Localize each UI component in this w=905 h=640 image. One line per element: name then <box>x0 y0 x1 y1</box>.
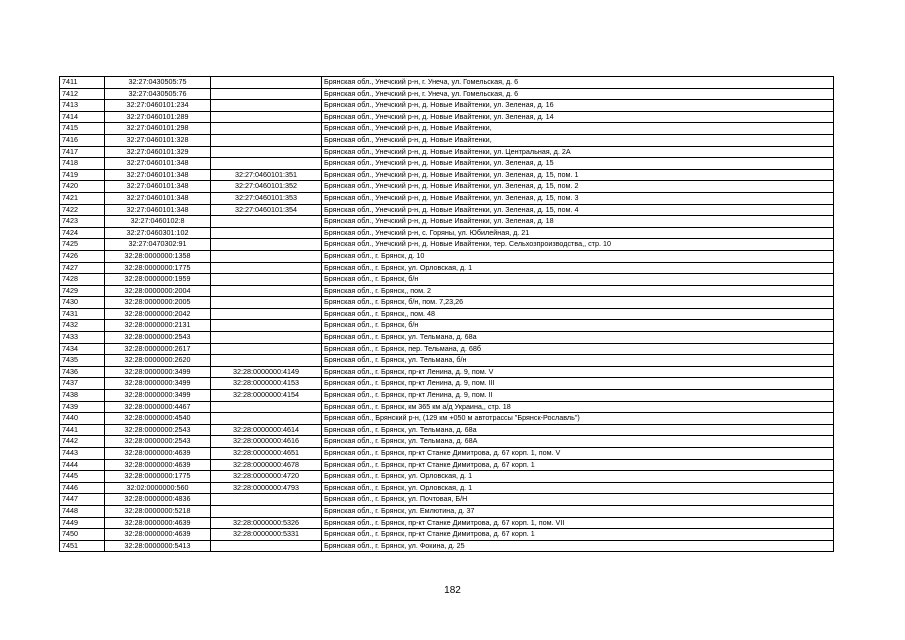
cadastral-number-cell: 32:28:0000000:4639 <box>105 448 211 460</box>
cadastral-number-cell: 32:28:0000000:2131 <box>105 320 211 332</box>
related-cadastral-number-cell <box>211 401 322 413</box>
row-number-cell: 7431 <box>60 308 105 320</box>
row-number-cell: 7417 <box>60 146 105 158</box>
cadastral-number-cell: 32:27:0460101:348 <box>105 204 211 216</box>
row-number-cell: 7414 <box>60 111 105 123</box>
related-cadastral-number-cell <box>211 250 322 262</box>
related-cadastral-number-cell <box>211 111 322 123</box>
address-cell: Брянская обл., г. Брянск,, пом. 48 <box>322 308 834 320</box>
row-number-cell: 7429 <box>60 285 105 297</box>
table-row <box>60 378 834 390</box>
address-cell: Брянская обл., г. Брянск, б/н, пом. 7,23,26 <box>322 297 834 309</box>
related-cadastral-number-cell: 32:27:0460101:353 <box>211 192 322 204</box>
cadastral-number-cell: 32:27:0460101:329 <box>105 146 211 158</box>
address-cell: Брянская обл., г. Брянск, б/н <box>322 320 834 332</box>
cadastral-number-cell: 32:28:0000000:4540 <box>105 413 211 425</box>
table-row <box>60 274 834 286</box>
table-row <box>60 505 834 517</box>
cadastral-number-cell: 32:27:0460101:348 <box>105 158 211 170</box>
row-number-cell: 7445 <box>60 471 105 483</box>
table-row <box>60 540 834 552</box>
row-number-cell: 7444 <box>60 459 105 471</box>
row-number-cell: 7416 <box>60 134 105 146</box>
row-number-cell: 7425 <box>60 239 105 251</box>
address-cell: Брянская обл., г. Брянск, ул. Емлютина, д. 37 <box>322 505 834 517</box>
related-cadastral-number-cell <box>211 274 322 286</box>
cadastral-number-cell: 32:28:0000000:2617 <box>105 343 211 355</box>
cadastral-number-cell: 32:28:0000000:2005 <box>105 297 211 309</box>
row-number-cell: 7426 <box>60 250 105 262</box>
related-cadastral-number-cell: 32:28:0000000:4614 <box>211 424 322 436</box>
address-cell: Брянская обл., г. Брянск, пр-кт Станке Димитрова, д. 67 корп. 1, пом. V <box>322 448 834 460</box>
table-row <box>60 297 834 309</box>
table-row <box>60 158 834 170</box>
row-number-cell: 7447 <box>60 494 105 506</box>
related-cadastral-number-cell <box>211 77 322 89</box>
row-number-cell: 7420 <box>60 181 105 193</box>
cadastral-number-cell: 32:27:0460101:328 <box>105 134 211 146</box>
address-cell: Брянская обл., г. Брянск, ул. Почтовая, Б/Н <box>322 494 834 506</box>
cadastral-number-cell: 32:27:0430505:76 <box>105 88 211 100</box>
cadastral-number-cell: 32:28:0000000:1775 <box>105 471 211 483</box>
address-cell: Брянская обл., г. Брянск, пр-кт Станке Димитрова, д. 67 корп. 1, пом. VII <box>322 517 834 529</box>
table-row <box>60 436 834 448</box>
row-number-cell: 7433 <box>60 332 105 344</box>
address-cell: Брянская обл., г. Брянск, д. 10 <box>322 250 834 262</box>
address-cell: Брянская обл., Унечский р-н, д. Новые Ивайтенки, <box>322 134 834 146</box>
row-number-cell: 7448 <box>60 505 105 517</box>
related-cadastral-number-cell <box>211 88 322 100</box>
related-cadastral-number-cell <box>211 413 322 425</box>
row-number-cell: 7427 <box>60 262 105 274</box>
address-cell: Брянская обл., г. Брянск, ул. Орловская, д. 1 <box>322 262 834 274</box>
related-cadastral-number-cell: 32:28:0000000:5326 <box>211 517 322 529</box>
table-row <box>60 320 834 332</box>
row-number-cell: 7413 <box>60 100 105 112</box>
table-row <box>60 413 834 425</box>
address-cell: Брянская обл., г. Брянск, пр-кт Ленина, д. 9, пом. II <box>322 390 834 402</box>
table-row <box>60 111 834 123</box>
table-row <box>60 146 834 158</box>
table-row <box>60 88 834 100</box>
related-cadastral-number-cell <box>211 320 322 332</box>
row-number-cell: 7419 <box>60 169 105 181</box>
cadastral-number-cell: 32:27:0460101:348 <box>105 169 211 181</box>
cadastral-number-cell: 32:28:0000000:3499 <box>105 366 211 378</box>
cadastral-number-cell: 32:02:0000000:560 <box>105 482 211 494</box>
cadastral-number-cell: 32:28:0000000:4639 <box>105 529 211 541</box>
related-cadastral-number-cell: 32:27:0460101:351 <box>211 169 322 181</box>
cadastral-number-cell: 32:28:0000000:2543 <box>105 424 211 436</box>
related-cadastral-number-cell: 32:28:0000000:4153 <box>211 378 322 390</box>
row-number-cell: 7418 <box>60 158 105 170</box>
address-cell: Брянская обл., г. Брянск, ул. Тельмана, д. 68А <box>322 436 834 448</box>
table-row <box>60 390 834 402</box>
cadastral-number-cell: 32:28:0000000:2042 <box>105 308 211 320</box>
address-cell: Брянская обл., Брянский р-н, (129 км +050 м автотрассы "Брянск-Рославль") <box>322 413 834 425</box>
related-cadastral-number-cell <box>211 343 322 355</box>
related-cadastral-number-cell: 32:28:0000000:4651 <box>211 448 322 460</box>
table-row <box>60 471 834 483</box>
related-cadastral-number-cell <box>211 216 322 228</box>
address-cell: Брянская обл., Унечский р-н, г. Унеча, ул. Гомельская, д. 6 <box>322 77 834 89</box>
table-row <box>60 424 834 436</box>
address-cell: Брянская обл., г. Брянск, ул. Орловская, д. 1 <box>322 471 834 483</box>
table-row <box>60 308 834 320</box>
table-row <box>60 332 834 344</box>
table-row <box>60 169 834 181</box>
cadastral-number-cell: 32:28:0000000:5413 <box>105 540 211 552</box>
table-row <box>60 100 834 112</box>
address-cell: Брянская обл., Унечский р-н, д. Новые Ивайтенки, ул. Зеленая, д. 15, пом. 3 <box>322 192 834 204</box>
address-cell: Брянская обл., Унечский р-н, д. Новые Ивайтенки, ул. Центральная, д. 2А <box>322 146 834 158</box>
row-number-cell: 7421 <box>60 192 105 204</box>
related-cadastral-number-cell <box>211 262 322 274</box>
table-row <box>60 343 834 355</box>
row-number-cell: 7411 <box>60 77 105 89</box>
row-number-cell: 7443 <box>60 448 105 460</box>
table-row <box>60 401 834 413</box>
table-row <box>60 134 834 146</box>
related-cadastral-number-cell <box>211 134 322 146</box>
address-cell: Брянская обл., Унечский р-н, д. Новые Ивайтенки, ул. Зеленая, д. 15 <box>322 158 834 170</box>
table-row <box>60 77 834 89</box>
table-row <box>60 529 834 541</box>
table-row <box>60 482 834 494</box>
address-cell: Брянская обл., г. Брянск, км 365 км а/д Украина,, стр. 18 <box>322 401 834 413</box>
cadastral-number-cell: 32:27:0460101:234 <box>105 100 211 112</box>
table-row <box>60 459 834 471</box>
row-number-cell: 7428 <box>60 274 105 286</box>
table-row <box>60 192 834 204</box>
address-cell: Брянская обл., г. Брянск, пр-кт Станке Димитрова, д. 67 корп. 1 <box>322 459 834 471</box>
cadastral-number-cell: 32:27:0460102:8 <box>105 216 211 228</box>
related-cadastral-number-cell <box>211 123 322 135</box>
cadastral-number-cell: 32:27:0460101:289 <box>105 111 211 123</box>
address-cell: Брянская обл., г. Брянск, ул. Тельмана, д. 68а <box>322 332 834 344</box>
related-cadastral-number-cell: 32:28:0000000:4154 <box>211 390 322 402</box>
cadastral-number-cell: 32:28:0000000:5218 <box>105 505 211 517</box>
table-row <box>60 262 834 274</box>
related-cadastral-number-cell <box>211 308 322 320</box>
table-row <box>60 227 834 239</box>
related-cadastral-number-cell <box>211 100 322 112</box>
row-number-cell: 7450 <box>60 529 105 541</box>
row-number-cell: 7441 <box>60 424 105 436</box>
row-number-cell: 7436 <box>60 366 105 378</box>
address-cell: Брянская обл., г. Брянск, пр-кт Станке Димитрова, д. 67 корп. 1 <box>322 529 834 541</box>
address-cell: Брянская обл., г. Брянск, б/н <box>322 274 834 286</box>
address-cell: Брянская обл., г. Брянск, ул. Тельмана, д. 68а <box>322 424 834 436</box>
address-cell: Брянская обл., Унечский р-н, д. Новые Ивайтенки, ул. Зеленая, д. 15, пом. 2 <box>322 181 834 193</box>
row-number-cell: 7423 <box>60 216 105 228</box>
related-cadastral-number-cell: 32:27:0460101:352 <box>211 181 322 193</box>
cadastral-number-cell: 32:28:0000000:2543 <box>105 436 211 448</box>
related-cadastral-number-cell: 32:27:0460101:354 <box>211 204 322 216</box>
address-cell: Брянская обл., Унечский р-н, д. Новые Ивайтенки, ул. Зеленая, д. 15, пом. 1 <box>322 169 834 181</box>
row-number-cell: 7424 <box>60 227 105 239</box>
table-row <box>60 448 834 460</box>
table-row <box>60 285 834 297</box>
table-row <box>60 181 834 193</box>
row-number-cell: 7437 <box>60 378 105 390</box>
row-number-cell: 7449 <box>60 517 105 529</box>
cadastral-number-cell: 32:27:0460101:348 <box>105 181 211 193</box>
related-cadastral-number-cell <box>211 285 322 297</box>
address-cell: Брянская обл., Унечский р-н, д. Новые Ивайтенки, ул. Зеленая, д. 14 <box>322 111 834 123</box>
property-register-table <box>59 76 834 552</box>
address-cell: Брянская обл., г. Брянск, пер. Тельмана, д. 68б <box>322 343 834 355</box>
table-row <box>60 204 834 216</box>
related-cadastral-number-cell <box>211 239 322 251</box>
address-cell: Брянская обл., г. Брянск, ул. Фокина, д. 25 <box>322 540 834 552</box>
cadastral-number-cell: 32:28:0000000:2004 <box>105 285 211 297</box>
row-number-cell: 7422 <box>60 204 105 216</box>
cadastral-number-cell: 32:28:0000000:3499 <box>105 390 211 402</box>
row-number-cell: 7440 <box>60 413 105 425</box>
cadastral-number-cell: 32:28:0000000:4639 <box>105 517 211 529</box>
cadastral-number-cell: 32:28:0000000:1358 <box>105 250 211 262</box>
address-cell: Брянская обл., Унечский р-н, д. Новые Ивайтенки, ул. Зеленая, д. 15, пом. 4 <box>322 204 834 216</box>
table-row <box>60 250 834 262</box>
address-cell: Брянская обл., г. Брянск,, пом. 2 <box>322 285 834 297</box>
cadastral-number-cell: 32:28:0000000:4467 <box>105 401 211 413</box>
table-row <box>60 517 834 529</box>
address-cell: Брянская обл., Унечский р-н, д. Новые Ивайтенки, ул. Зеленая, д. 18 <box>322 216 834 228</box>
related-cadastral-number-cell: 32:28:0000000:4793 <box>211 482 322 494</box>
related-cadastral-number-cell <box>211 146 322 158</box>
table-row <box>60 355 834 367</box>
cadastral-number-cell: 32:28:0000000:2543 <box>105 332 211 344</box>
row-number-cell: 7432 <box>60 320 105 332</box>
related-cadastral-number-cell: 32:28:0000000:5331 <box>211 529 322 541</box>
address-cell: Брянская обл., Унечский р-н, д. Новые Ивайтенки, <box>322 123 834 135</box>
row-number-cell: 7434 <box>60 343 105 355</box>
table-row <box>60 494 834 506</box>
cadastral-number-cell: 32:28:0000000:1775 <box>105 262 211 274</box>
related-cadastral-number-cell <box>211 505 322 517</box>
cadastral-number-cell: 32:28:0000000:4639 <box>105 459 211 471</box>
table-row <box>60 239 834 251</box>
cadastral-number-cell: 32:27:0460101:298 <box>105 123 211 135</box>
row-number-cell: 7446 <box>60 482 105 494</box>
cadastral-number-cell: 32:28:0000000:2620 <box>105 355 211 367</box>
row-number-cell: 7415 <box>60 123 105 135</box>
row-number-cell: 7412 <box>60 88 105 100</box>
cadastral-number-cell: 32:27:0470302:91 <box>105 239 211 251</box>
related-cadastral-number-cell <box>211 297 322 309</box>
cadastral-number-cell: 32:28:0000000:3499 <box>105 378 211 390</box>
related-cadastral-number-cell <box>211 355 322 367</box>
related-cadastral-number-cell <box>211 540 322 552</box>
row-number-cell: 7442 <box>60 436 105 448</box>
related-cadastral-number-cell <box>211 332 322 344</box>
related-cadastral-number-cell: 32:28:0000000:4720 <box>211 471 322 483</box>
row-number-cell: 7438 <box>60 390 105 402</box>
cadastral-number-cell: 32:28:0000000:4836 <box>105 494 211 506</box>
address-cell: Брянская обл., Унечский р-н, г. Унеча, ул. Гомельская, д. 6 <box>322 88 834 100</box>
row-number-cell: 7451 <box>60 540 105 552</box>
table-row <box>60 216 834 228</box>
related-cadastral-number-cell <box>211 158 322 170</box>
cadastral-number-cell: 32:27:0460101:348 <box>105 192 211 204</box>
row-number-cell: 7430 <box>60 297 105 309</box>
address-cell: Брянская обл., г. Брянск, пр-кт Ленина, д. 9, пом. V <box>322 366 834 378</box>
related-cadastral-number-cell: 32:28:0000000:4616 <box>211 436 322 448</box>
related-cadastral-number-cell <box>211 494 322 506</box>
table-row <box>60 123 834 135</box>
table-row <box>60 366 834 378</box>
row-number-cell: 7435 <box>60 355 105 367</box>
address-cell: Брянская обл., г. Брянск, ул. Тельмана, б/н <box>322 355 834 367</box>
related-cadastral-number-cell: 32:28:0000000:4149 <box>211 366 322 378</box>
row-number-cell: 7439 <box>60 401 105 413</box>
address-cell: Брянская обл., Унечский р-н, д. Новые Ивайтенки, ул. Зеленая, д. 16 <box>322 100 834 112</box>
address-cell: Брянская обл., Унечский р-н, с. Горяны, ул. Юбилейная, д. 21 <box>322 227 834 239</box>
cadastral-number-cell: 32:27:0430505:75 <box>105 77 211 89</box>
address-cell: Брянская обл., г. Брянск, ул. Орловская, д. 1 <box>322 482 834 494</box>
related-cadastral-number-cell <box>211 227 322 239</box>
address-cell: Брянская обл., г. Брянск, пр-кт Ленина, д. 9, пом. III <box>322 378 834 390</box>
cadastral-number-cell: 32:27:0460301:102 <box>105 227 211 239</box>
cadastral-number-cell: 32:28:0000000:1959 <box>105 274 211 286</box>
address-cell: Брянская обл., Унечский р-н, д. Новые Ивайтенки, тер. Сельхозпроизводства,, стр. 10 <box>322 239 834 251</box>
related-cadastral-number-cell: 32:28:0000000:4678 <box>211 459 322 471</box>
page-number: 182 <box>444 585 461 596</box>
register-table-body <box>60 77 834 552</box>
